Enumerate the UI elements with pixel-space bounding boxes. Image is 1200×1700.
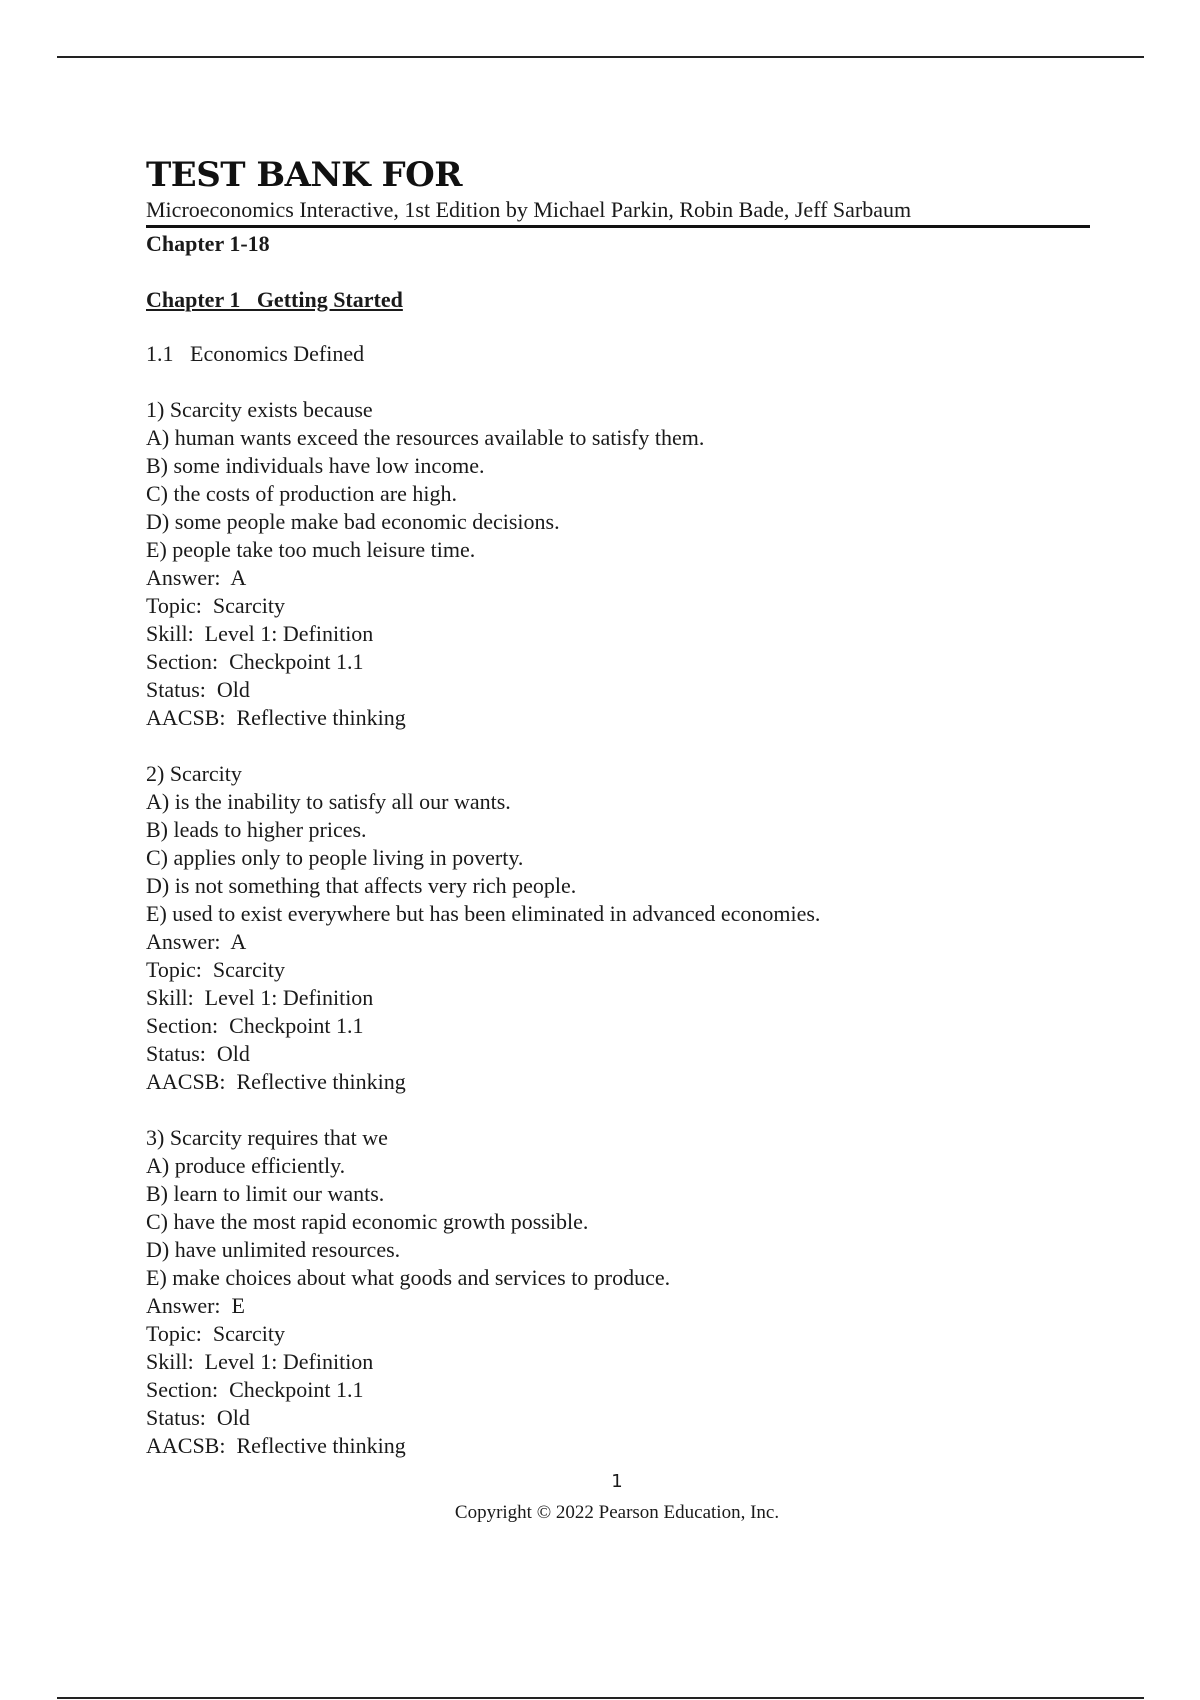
option-d: D) some people make bad economic decisions. [146,509,560,534]
answer-line: Answer: E [146,1293,245,1318]
option-d: D) have unlimited resources. [146,1237,401,1262]
option-e: E) used to exist everywhere but has been eliminated in advanced economies. [146,901,821,926]
section-line: Section: Checkpoint 1.1 [146,649,364,674]
topic-line: Topic: Scarcity [146,957,285,982]
option-a: A) produce efficiently. [146,1153,346,1178]
answer-line: Answer: A [146,929,247,954]
option-c: C) applies only to people living in poverty. [146,845,524,870]
question-1 [146,396,1090,732]
aacsb-line: AACSB: Reflective thinking [146,1433,406,1458]
document-page [146,156,1090,1460]
status-line: Status: Old [146,1405,250,1430]
option-a: A) human wants exceed the resources available to satisfy them. [146,425,705,450]
question-stem: 2) Scarcity [146,761,242,786]
option-b: B) some individuals have low income. [146,453,485,478]
status-line: Status: Old [146,677,250,702]
document-title: TEST BANK FOR [146,155,463,195]
skill-line: Skill: Level 1: Definition [146,621,374,646]
topic-line: Topic: Scarcity [146,593,285,618]
question-stem: 3) Scarcity requires that we [146,1125,388,1150]
option-a: A) is the inability to satisfy all our wants. [146,789,511,814]
option-c: C) the costs of production are high. [146,481,457,506]
chapter-heading: Chapter 1 Getting Started [146,287,403,312]
page-number: 1 [611,1471,623,1492]
aacsb-line: AACSB: Reflective thinking [146,705,406,730]
bottom-divider [57,1697,1144,1699]
skill-line: Skill: Level 1: Definition [146,985,374,1010]
skill-line: Skill: Level 1: Definition [146,1349,374,1374]
section-line: Section: Checkpoint 1.1 [146,1013,364,1038]
question-stem: 1) Scarcity exists because [146,397,373,422]
question-2 [146,760,1090,1096]
document-subtitle: Microeconomics Interactive, 1st Edition by Michael Parkin, Robin Bade, Jeff Sarbaum [146,196,1090,228]
status-line: Status: Old [146,1041,250,1066]
option-b: B) leads to higher prices. [146,817,367,842]
copyright-notice: Copyright © 2022 Pearson Education, Inc. [454,1502,780,1523]
option-e: E) people take too much leisure time. [146,537,476,562]
question-3 [146,1124,1090,1460]
option-b: B) learn to limit our wants. [146,1181,385,1206]
aacsb-line: AACSB: Reflective thinking [146,1069,406,1094]
answer-line: Answer: A [146,565,247,590]
chapter-range: Chapter 1-18 [146,231,270,256]
option-d: D) is not something that affects very rich people. [146,873,577,898]
option-e: E) make choices about what goods and services to produce. [146,1265,671,1290]
top-divider [57,56,1144,58]
section-heading: 1.1 Economics Defined [146,341,365,366]
section-line: Section: Checkpoint 1.1 [146,1377,364,1402]
option-c: C) have the most rapid economic growth possible. [146,1209,589,1234]
topic-line: Topic: Scarcity [146,1321,285,1346]
